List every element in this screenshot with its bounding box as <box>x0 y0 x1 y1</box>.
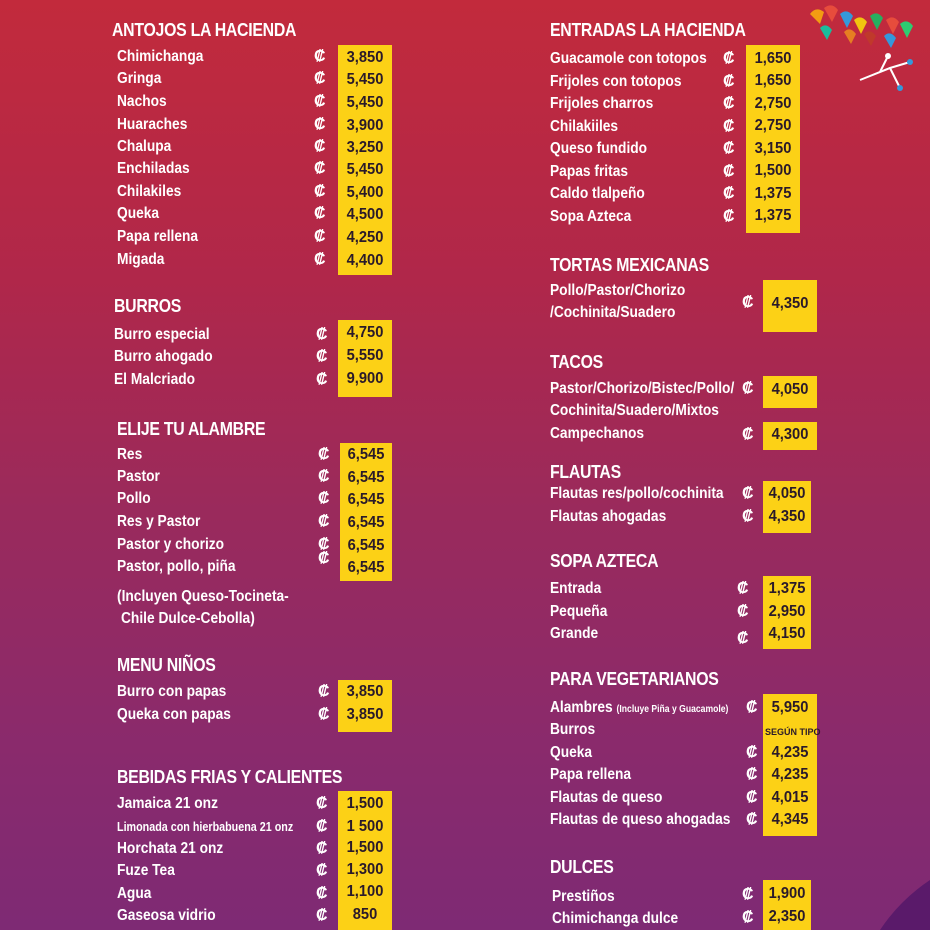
currency-symbol: ₡ <box>746 699 758 716</box>
menu-item-name: El Malcriado <box>114 371 196 388</box>
menu-item-price: SEGÚN TIPO <box>765 727 821 737</box>
menu-item-name: Flautas de queso ahogadas <box>550 811 731 828</box>
currency-symbol: ₡ <box>318 706 330 723</box>
currency-symbol: ₡ <box>314 116 326 133</box>
currency-symbol: ₡ <box>314 48 326 65</box>
menu-item-name: Queka <box>550 744 593 761</box>
menu-item-name: Flautas res/pollo/cochinita <box>550 485 724 502</box>
menu-item-name: Queka <box>117 205 160 222</box>
menu-item-name: Flautas de queso <box>550 789 663 806</box>
menu-item-name: Nachos <box>117 93 167 110</box>
menu-item-name: Pastor <box>117 468 160 485</box>
currency-symbol: ₡ <box>742 508 754 525</box>
menu-item-price: 1,100 <box>346 883 384 900</box>
menu-item-name: Papas fritas <box>550 163 629 180</box>
menu-item-price: 4,015 <box>771 789 809 806</box>
menu-item-name: Fuze Tea <box>117 862 175 879</box>
currency-symbol: ₡ <box>723 208 735 225</box>
currency-symbol: ₡ <box>314 93 326 110</box>
menu-item-price: 1,300 <box>346 861 384 878</box>
currency-symbol: ₡ <box>318 536 330 553</box>
currency-symbol: ₡ <box>723 50 735 67</box>
currency-symbol: ₡ <box>318 550 330 567</box>
currency-symbol: ₡ <box>316 326 328 343</box>
currency-symbol: ₡ <box>746 744 758 761</box>
currency-symbol: ₡ <box>316 840 328 857</box>
menu-item-price: 3,150 <box>754 140 792 157</box>
menu-item-price: 3,850 <box>346 706 384 723</box>
menu-item-name: Sopa Azteca <box>550 208 632 225</box>
menu-item-price: 3,850 <box>346 683 384 700</box>
menu-item-name: Gaseosa vidrio <box>117 907 216 924</box>
currency-symbol: ₡ <box>318 490 330 507</box>
menu-item-price: 3,900 <box>346 117 384 134</box>
menu-item-name: Queso fundido <box>550 140 648 157</box>
menu-item-name: Limonada con hierbabuena 21 onz <box>117 820 294 834</box>
currency-symbol: ₡ <box>316 348 328 365</box>
menu-item-price: 4,050 <box>771 381 809 398</box>
tacos-line1: Pastor/Chorizo/Bistec/Pollo/ <box>550 380 735 397</box>
menu-item-name: Papa rellena <box>117 228 199 245</box>
menu-item-price: 6,545 <box>347 514 385 531</box>
section-title-dulces: DULCES <box>550 857 614 877</box>
menu-item-name: Res y Pastor <box>117 513 201 530</box>
menu-item-name: Pollo <box>117 490 151 507</box>
currency-symbol: ₡ <box>318 513 330 530</box>
menu-item-name: Chilakiles <box>117 183 182 200</box>
menu-item-price: 2,350 <box>768 908 806 925</box>
section-title-sopa: SOPA AZTECA <box>550 551 659 571</box>
menu-item-price: 1,375 <box>754 207 792 224</box>
section-title-antojos: ANTOJOS LA HACIENDA <box>112 20 297 40</box>
currency-symbol: ₡ <box>723 140 735 157</box>
currency-symbol: ₡ <box>314 70 326 87</box>
section-title-burros: BURROS <box>114 296 182 316</box>
currency-symbol: ₡ <box>723 185 735 202</box>
menu-item-name: Chimichanga <box>117 48 204 65</box>
tortas-line2: /Cochinita/Suadero <box>550 304 676 321</box>
section-title-alambre: ELIJE TU ALAMBRE <box>117 419 266 439</box>
menu-item-name: Alambres (Incluye Piña y Guacamole) <box>550 699 729 716</box>
currency-symbol: ₡ <box>746 789 758 806</box>
menu-item-name: Res <box>117 446 143 463</box>
currency-symbol: ₡ <box>723 163 735 180</box>
menu-item-name: Prestiños <box>552 888 615 905</box>
currency-symbol: ₡ <box>314 160 326 177</box>
menu-item-price: 6,545 <box>347 491 385 508</box>
menu-item-name: Chimichanga dulce <box>552 910 679 927</box>
currency-symbol: ₡ <box>314 251 326 268</box>
currency-symbol: ₡ <box>316 371 328 388</box>
menu-item-price: 5,450 <box>346 161 384 178</box>
currency-symbol: ₡ <box>316 795 328 812</box>
menu-item-name: Pastor, pollo, piña <box>117 558 236 575</box>
tacos-line2: Cochinita/Suadero/Mixtos <box>550 402 719 419</box>
currency-symbol: ₡ <box>746 766 758 783</box>
menu-item-price: 4,300 <box>771 426 809 443</box>
currency-symbol: ₡ <box>723 73 735 90</box>
menu-item-name: Gringa <box>117 70 162 87</box>
menu-item-price: 1,375 <box>768 580 806 597</box>
menu-item-price: 2,750 <box>754 95 792 112</box>
menu-item-name: Horchata 21 onz <box>117 840 224 857</box>
menu-item-price: 4,235 <box>771 744 809 761</box>
currency-symbol: ₡ <box>316 907 328 924</box>
menu-item-price: 6,545 <box>347 559 385 576</box>
menu-item-price: 4,500 <box>346 206 384 223</box>
currency-symbol: ₡ <box>316 885 328 902</box>
menu-item-price: 9,900 <box>346 370 384 387</box>
menu-item-name: Pequeña <box>550 603 608 620</box>
menu-item-price: 5,400 <box>346 184 384 201</box>
menu-item-price: 4,350 <box>768 508 806 525</box>
tortas-line1: Pollo/Pastor/Chorizo <box>550 282 686 299</box>
alambre-note-line1: (Incluyen Queso-Tocineta- <box>117 588 289 605</box>
currency-symbol: ₡ <box>318 446 330 463</box>
currency-symbol: ₡ <box>742 426 754 443</box>
menu-item-price: 1,375 <box>754 185 792 202</box>
menu-item-name: Pastor y chorizo <box>117 536 225 553</box>
menu-item-price: 5,450 <box>346 94 384 111</box>
menu-item-price: 4,345 <box>771 811 809 828</box>
menu-item-price: 2,950 <box>768 603 806 620</box>
menu-item-price: 6,545 <box>347 537 385 554</box>
section-title-ninos: MENU NIÑOS <box>117 655 216 675</box>
menu-item-name: Frijoles charros <box>550 95 654 112</box>
currency-symbol: ₡ <box>314 205 326 222</box>
menu-item-price: 1,500 <box>346 795 384 812</box>
menu-item-price: 6,545 <box>347 469 385 486</box>
menu-item-price: 850 <box>352 906 378 923</box>
menu-item-price: 3,250 <box>346 139 384 156</box>
menu-item-name: Jamaica 21 onz <box>117 795 218 812</box>
currency-symbol: ₡ <box>318 683 330 700</box>
currency-symbol: ₡ <box>316 862 328 879</box>
menu-item-price: 5,550 <box>346 347 384 364</box>
section-title-entradas: ENTRADAS LA HACIENDA <box>550 20 746 40</box>
currency-symbol: ₡ <box>737 603 749 620</box>
menu-item-price: 1,500 <box>754 162 792 179</box>
menu-item-price: 4,050 <box>768 485 806 502</box>
menu-item-price: 1,900 <box>768 885 806 902</box>
menu-item-price: 4,750 <box>346 324 384 341</box>
menu-item-name: Burro con papas <box>117 683 227 700</box>
currency-symbol: ₡ <box>723 118 735 135</box>
menu-item-name: Migada <box>117 251 165 268</box>
menu-item-name: Caldo tlalpeño <box>550 185 645 202</box>
menu-item-name: Burro especial <box>114 326 210 343</box>
menu-item-name: Chalupa <box>117 138 172 155</box>
menu-item-name: Flautas ahogadas <box>550 508 667 525</box>
corner-decoration <box>870 870 930 930</box>
currency-symbol: ₡ <box>742 886 754 903</box>
menu-item-price: 4,250 <box>346 229 384 246</box>
menu-item-name: Queka con papas <box>117 706 231 723</box>
currency-symbol: ₡ <box>314 228 326 245</box>
currency-symbol: ₡ <box>742 909 754 926</box>
section-title-flautas: FLAUTAS <box>550 462 621 482</box>
currency-symbol: ₡ <box>316 818 328 835</box>
menu-item-name: Burros <box>550 721 596 738</box>
menu-item-name: Frijoles con totopos <box>550 73 682 90</box>
currency-symbol: ₡ <box>742 380 754 397</box>
section-title-bebidas: BEBIDAS FRIAS Y CALIENTES <box>117 767 343 787</box>
menu-item-price: 1 500 <box>346 818 384 835</box>
currency-symbol: ₡ <box>742 485 754 502</box>
menu-item-price: 5,450 <box>346 71 384 88</box>
section-title-tacos: TACOS <box>550 352 603 372</box>
menu-item-price: 3,850 <box>346 49 384 66</box>
menu-item-price: 2,750 <box>754 117 792 134</box>
currency-symbol: ₡ <box>746 811 758 828</box>
menu-item-price: 6,545 <box>347 446 385 463</box>
menu-item-price: 1,650 <box>754 50 792 67</box>
tacos-line3: Campechanos <box>550 425 645 442</box>
section-title-vegetarianos: PARA VEGETARIANOS <box>550 669 719 689</box>
papel-picado-decoration <box>800 0 930 110</box>
alambres-note: (Incluye Piña y Guacamole) <box>616 704 729 715</box>
menu-item-name: Guacamole con totopos <box>550 50 707 67</box>
menu-item-price: 5,950 <box>771 699 809 716</box>
menu-item-price: 1,650 <box>754 72 792 89</box>
currency-symbol: ₡ <box>742 294 754 311</box>
currency-symbol: ₡ <box>314 183 326 200</box>
menu-item-name: Huaraches <box>117 116 188 133</box>
alambre-note-line2: Chile Dulce-Cebolla) <box>121 610 255 627</box>
menu-item-price: 4,235 <box>771 766 809 783</box>
menu-item-price: 4,350 <box>771 295 809 312</box>
currency-symbol: ₡ <box>723 95 735 112</box>
menu-item-price: 4,150 <box>768 625 806 642</box>
menu-item-name: Grande <box>550 625 599 642</box>
currency-symbol: ₡ <box>314 138 326 155</box>
section-title-tortas: TORTAS MEXICANAS <box>550 255 709 275</box>
currency-symbol: ₡ <box>737 580 749 597</box>
menu-item-name: Entrada <box>550 580 602 597</box>
menu-item-name: Enchiladas <box>117 160 190 177</box>
currency-symbol: ₡ <box>737 630 749 647</box>
currency-symbol: ₡ <box>318 468 330 485</box>
menu-item-name: Chilakiiles <box>550 118 619 135</box>
menu-item-name: Papa rellena <box>550 766 632 783</box>
menu-item-price: 1,500 <box>346 839 384 856</box>
menu-item-name: Agua <box>117 885 152 902</box>
menu-item-price: 4,400 <box>346 252 384 269</box>
menu-item-name: Burro ahogado <box>114 348 213 365</box>
